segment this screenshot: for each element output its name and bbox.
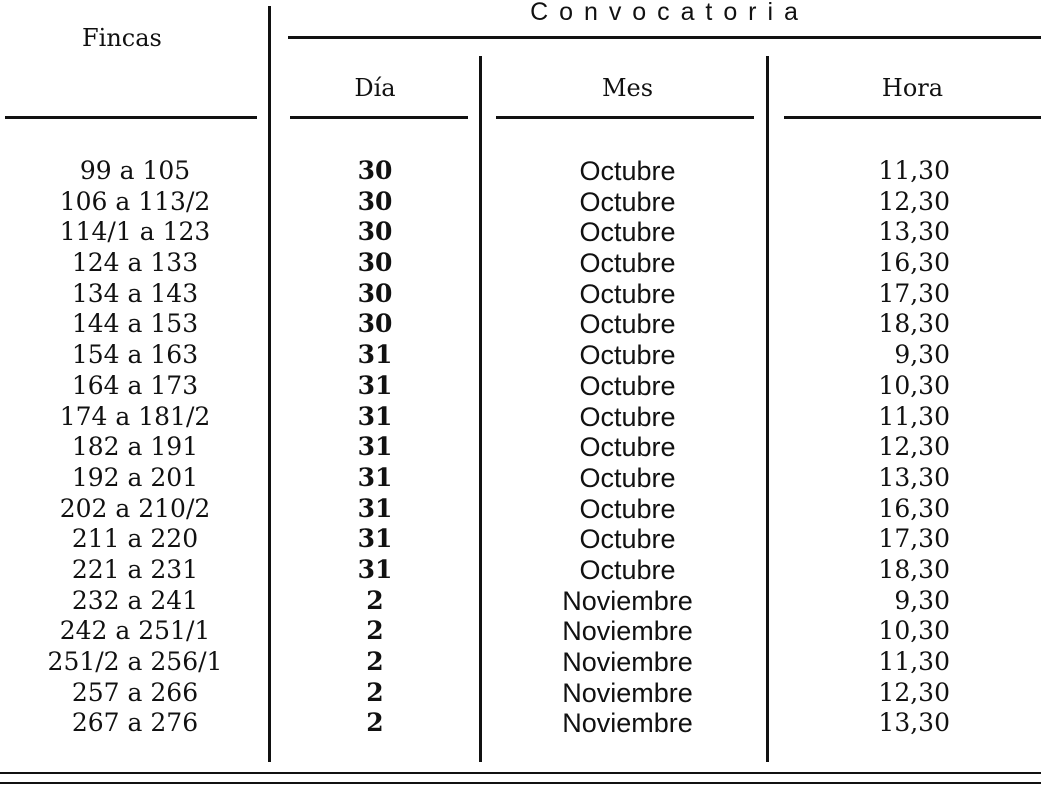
cell-dia: 31 — [357, 524, 393, 554]
cell-fincas: 106 a 113/2 — [59, 186, 211, 216]
cell-mes: Octubre — [579, 370, 676, 401]
cell-mes: Noviembre — [562, 585, 693, 616]
cell-fincas: 211 a 220 — [71, 524, 199, 554]
cell-dia: 2 — [366, 677, 384, 707]
cell-mes: Noviembre — [562, 708, 693, 739]
cell-mes: Octubre — [579, 401, 676, 432]
divider-mes-hora — [766, 56, 769, 762]
cell-hora: 18,30 — [878, 554, 950, 584]
cell-mes: Octubre — [579, 493, 676, 524]
cell-mes: Octubre — [579, 156, 676, 186]
cell-fincas: 144 a 153 — [71, 309, 199, 339]
cell-dia: 30 — [357, 217, 393, 247]
cell-fincas: 174 a 181/2 — [59, 401, 211, 431]
cell-fincas: 267 a 276 — [71, 708, 199, 738]
cell-dia: 2 — [366, 585, 384, 615]
cell-mes: Octubre — [579, 432, 676, 463]
cell-dia: 31 — [357, 370, 393, 400]
cell-dia: 31 — [357, 340, 393, 370]
cell-hora: 12,30 — [878, 677, 950, 707]
cell-fincas: 257 a 266 — [71, 677, 199, 707]
cell-hora: 9,30 — [894, 585, 950, 615]
cell-dia: 30 — [357, 156, 393, 185]
cell-dia: 31 — [357, 462, 393, 492]
header-rule-hora — [784, 116, 1041, 119]
cell-dia: 30 — [357, 248, 393, 278]
cell-dia: 31 — [357, 554, 393, 584]
header-mes: Mes — [601, 74, 654, 102]
cell-hora: 18,30 — [878, 309, 950, 339]
cell-dia: 30 — [357, 186, 393, 216]
cell-fincas: 232 a 241 — [71, 585, 199, 615]
cell-hora: 16,30 — [878, 493, 950, 523]
cell-hora: 16,30 — [878, 248, 950, 278]
column-mes — [495, 156, 760, 739]
cell-fincas: 164 a 173 — [71, 370, 199, 400]
cell-mes: Octubre — [579, 278, 676, 309]
cell-mes: Noviembre — [562, 647, 693, 677]
cell-hora: 9,30 — [894, 340, 950, 370]
cell-dia: 31 — [357, 432, 393, 462]
header-rule-dia — [290, 116, 468, 119]
header-rule-fincas — [5, 116, 257, 119]
header-convocatoria: C o n v o c a t o r i a — [530, 0, 800, 26]
cell-hora: 10,30 — [878, 616, 950, 646]
header-rule-mes — [496, 116, 754, 119]
cell-mes: Octubre — [579, 248, 676, 279]
cell-hora: 11,30 — [878, 156, 950, 185]
divider-dia-mes — [479, 56, 482, 762]
cell-dia: 2 — [366, 616, 384, 646]
column-dia — [330, 156, 420, 739]
cell-hora: 10,30 — [878, 370, 950, 400]
cell-dia: 2 — [366, 708, 384, 738]
cell-fincas: 182 a 191 — [71, 432, 199, 462]
cell-mes: Octubre — [579, 186, 676, 217]
cell-dia: 31 — [357, 401, 393, 431]
cell-hora: 17,30 — [878, 278, 950, 308]
cell-mes: Noviembre — [562, 677, 693, 708]
bottom-rule-top — [0, 772, 1041, 774]
column-fincas — [0, 156, 270, 739]
cell-mes: Octubre — [579, 217, 676, 248]
cell-fincas: 192 a 201 — [71, 462, 199, 492]
cell-fincas: 124 a 133 — [71, 248, 199, 278]
cell-hora: 13,30 — [878, 217, 950, 247]
cell-hora: 12,30 — [878, 186, 950, 216]
cell-mes: Octubre — [579, 524, 676, 555]
cell-hora: 17,30 — [878, 524, 950, 554]
convocatoria-underline — [288, 36, 1041, 39]
header-fincas: Fincas — [82, 24, 162, 52]
header-hora: Hora — [881, 74, 944, 102]
cell-mes: Octubre — [579, 462, 676, 493]
cell-fincas: 154 a 163 — [71, 340, 199, 370]
cell-fincas: 134 a 143 — [71, 278, 199, 308]
cell-hora: 11,30 — [878, 401, 950, 431]
cell-mes: Octubre — [579, 309, 676, 340]
cell-fincas: 99 a 105 — [79, 156, 191, 185]
cell-dia: 2 — [366, 647, 384, 676]
cell-mes: Octubre — [579, 340, 676, 371]
column-hora — [790, 156, 950, 739]
cell-dia: 30 — [357, 309, 393, 339]
cell-fincas: 114/1 a 123 — [59, 217, 211, 247]
cell-hora: 11,30 — [878, 647, 950, 676]
cell-hora: 13,30 — [878, 462, 950, 492]
cell-hora: 13,30 — [878, 708, 950, 738]
cell-mes: Octubre — [579, 554, 676, 585]
cell-dia: 31 — [357, 493, 393, 523]
cell-hora: 12,30 — [878, 432, 950, 462]
cell-mes: Noviembre — [562, 616, 693, 647]
cell-fincas: 221 a 231 — [71, 554, 199, 584]
cell-dia: 30 — [357, 278, 393, 308]
cell-fincas: 251/2 a 256/1 — [47, 647, 223, 676]
bottom-rule-bottom — [0, 782, 1041, 784]
cell-fincas: 242 a 251/1 — [59, 616, 211, 646]
header-dia: Día — [354, 74, 396, 102]
cell-fincas: 202 a 210/2 — [59, 493, 211, 523]
